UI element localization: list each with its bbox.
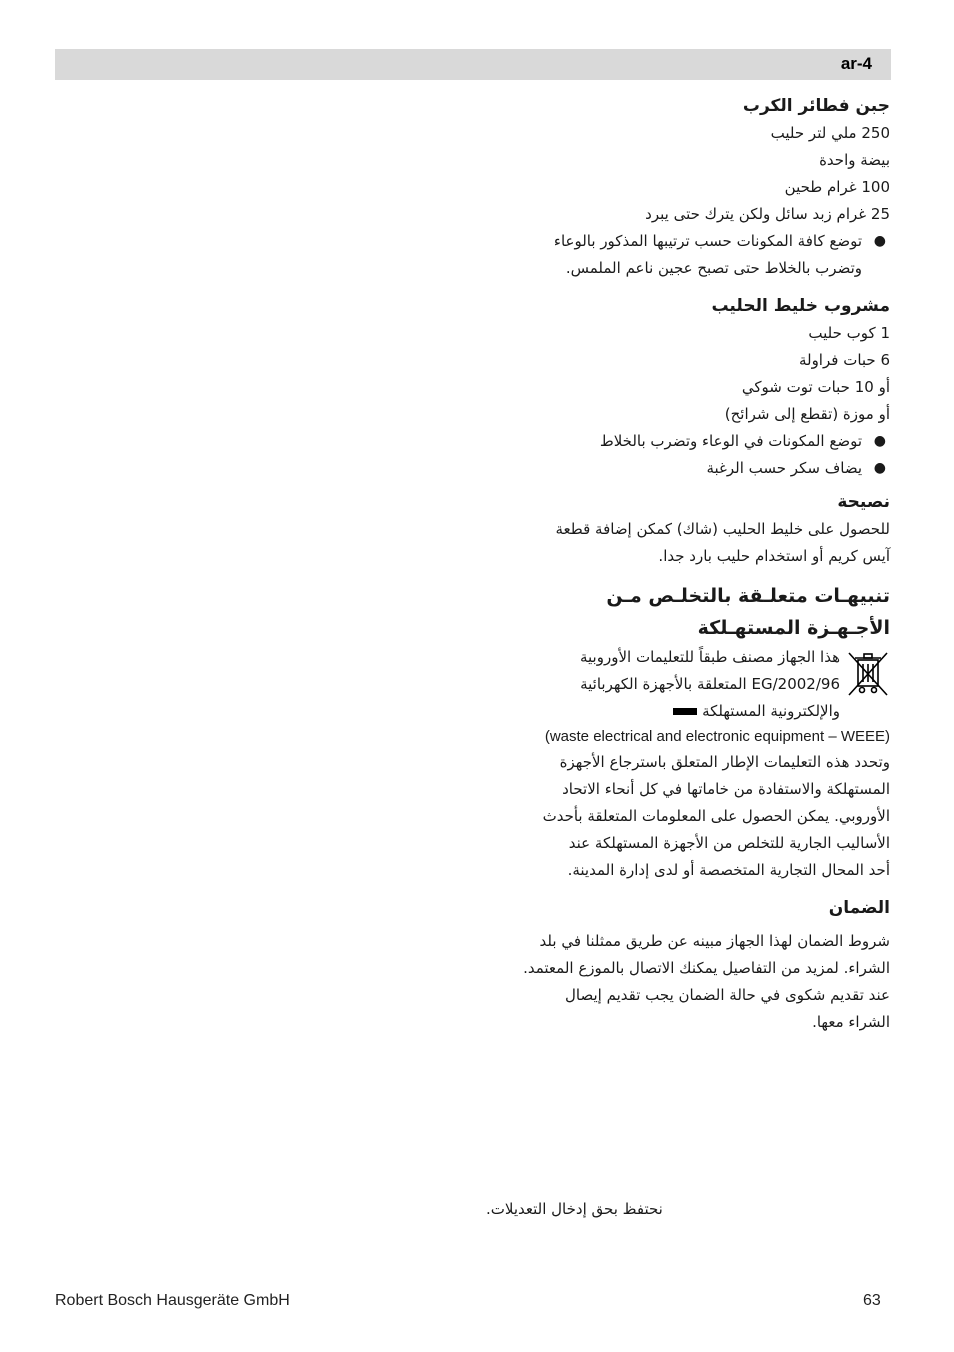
warranty-line: شروط الضمان لهذا الجهاز مبينه عن طريق ممثلنا في بلد	[539, 932, 890, 950]
ingredient-line: 1 كوب حليب	[808, 324, 890, 342]
weee-line: والإلكترونية المستهلكة	[702, 702, 840, 720]
section-title-disposal-2: الأجـهـزة المستهـلكة	[697, 617, 890, 639]
page-code: ar-4	[840, 54, 872, 73]
section-title-milkshake: مشروب خليط الحليب	[711, 296, 890, 316]
weee-notice	[470, 644, 890, 698]
disposal-line: المستهلكة والاستفادة من خاماتها في كل أنحاء الاتحاد	[562, 780, 890, 798]
section-title-warranty: الضمان	[828, 898, 890, 918]
section-title-cheese: جبن فطائر الكرب	[742, 96, 890, 116]
page-number: 63	[863, 1292, 881, 1309]
bullet-text: يضاف سكر حسب الرغبة	[706, 459, 862, 477]
ingredient-line: بيضة واحدة	[819, 151, 890, 169]
bullet-text: توضع كافة المكونات حسب ترتيبها المذكور بالوعاء	[553, 232, 862, 250]
disposal-line: وتحدد هذه التعليمات الإطار المتعلق باسترجاع الأجهزة	[559, 753, 890, 771]
ingredient-line: 250 ملي لتر حليب	[770, 124, 890, 142]
weee-line: هذا الجهاز مصنف طبقاً للتعليمات الأوروبية	[579, 648, 840, 666]
ingredient-line: أو موزة (تقطع إلى شرائح)	[724, 405, 890, 423]
weee-line: 2002/96/EG المتعلقة بالأجهزة الكهربائية	[580, 675, 840, 693]
disposal-line: الأساليب الجارية للتخلص من الأجهزة المستهلكة عند	[568, 834, 890, 852]
warranty-line: الشراء معها.	[812, 1013, 890, 1031]
crossed-bin-icon	[846, 650, 890, 698]
warranty-line: عند تقديم شكوى في حالة الضمان يجب تقديم إيصال	[565, 986, 890, 1004]
advice-line: آيس كريم أو استخدام حليب بارد جدا.	[658, 547, 890, 565]
bullet-icon: ●	[873, 460, 886, 476]
section-title-advice: نصيحة	[837, 492, 890, 512]
bullet-icon: ●	[873, 433, 886, 449]
black-bar-icon	[673, 708, 697, 715]
advice-line: للحصول على خليط الحليب (شاك) كمكن إضافة قطعة	[555, 520, 890, 538]
footnote: نحتفظ بحق إدخال التعديلات.	[486, 1200, 663, 1218]
weee-english: (waste electrical and electronic equipment – WEEE)	[544, 728, 890, 745]
warranty-line: الشراء. لمزيد من التفاصيل يمكنك الاتصال بالموزع المعتمد.	[523, 959, 890, 977]
footer-company: Robert Bosch Hausgeräte GmbH	[55, 1292, 290, 1309]
bullet-text: توضع المكونات في الوعاء وتضرب بالخلاط	[599, 432, 862, 450]
ingredient-line: 100 غرام طحين	[784, 178, 890, 196]
bullet-item	[470, 428, 890, 455]
disposal-line: الأوروبي. يمكن الحصول على المعلومات المتعلقة بأحدث	[542, 807, 890, 825]
weee-line-row	[470, 698, 890, 725]
bullet-item	[470, 455, 890, 482]
bullet-icon: ●	[873, 233, 886, 249]
ingredient-line: أو 10 حبات توت شوكي	[741, 378, 890, 396]
header-bar	[55, 49, 891, 80]
content-column	[470, 92, 890, 1036]
bullet-item	[470, 228, 890, 255]
ingredient-line: 25 غرام زبد سائل ولكن يترك حتى يبرد	[645, 205, 890, 223]
disposal-line: أحد المحال التجارية المتخصصة أو لدى إدارة المدينة.	[567, 861, 890, 879]
ingredient-line: 6 حبات فراولة	[798, 351, 890, 369]
section-title-disposal: تنبيهـات متعلـقة بالتخلـص مـن	[606, 585, 890, 607]
bullet-continuation: وتضرب بالخلاط حتى تصبح عجين ناعم الملمس.	[565, 259, 862, 277]
